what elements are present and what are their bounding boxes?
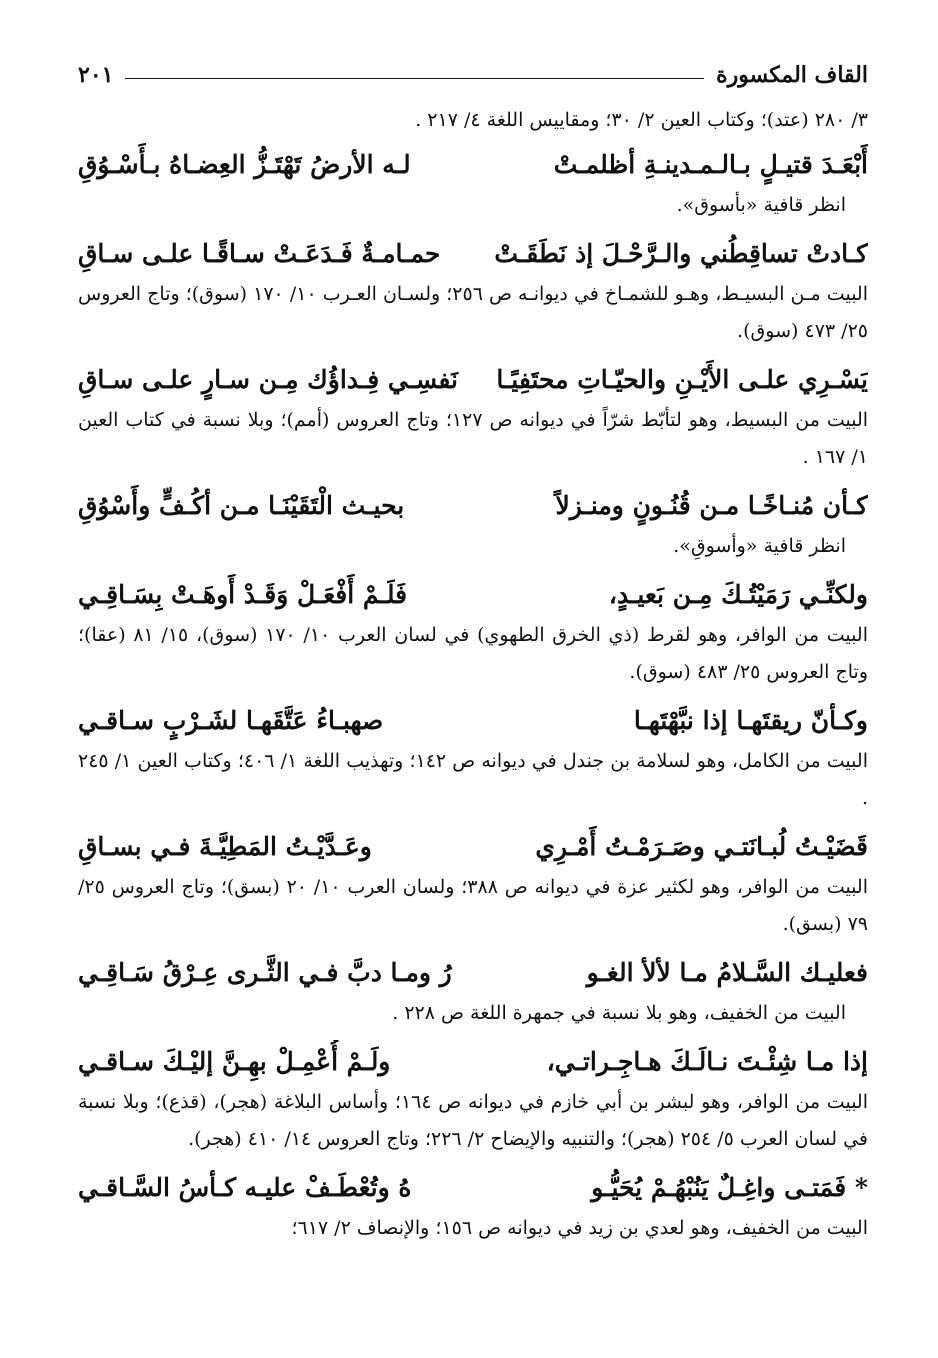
verse-first-hemistich: قَضَيْـتُ لُبـانَتـي وصَـرَمْـتُ أَمْـرِي [535,832,868,861]
page-header [78,52,868,88]
note: البيت من الخفيف، وهو لعدي بن زيد في ديوانه ص ١٥٦؛ والإنصاف ٢/ ٦١٧؛ [291,1217,868,1239]
verse-second-hemistich: نَفسِـي فِـداؤُك مِـن سـارٍ علـى سـاقِ [78,365,458,394]
note: البيت من الوافر، وهو لكثير عزة في ديوانه ص ٣٨٨؛ ولسان العرب ١٠/ ٢٠ (بسق)؛ وتاج العروس ٢٥/ ٧٩ (بسق). [78,876,868,935]
verse-line [78,143,868,187]
note: ٣/ ٢٨٠ (عتد)؛ وكتاب العين ٢/ ٣٠؛ ومقاييس اللغة ٤/ ٢١٧ . [415,109,868,131]
verse-first-hemistich: ولكنِّـي رَمَيْتُـكَ مِـن بَعيـدٍ، [608,580,868,609]
verse-second-hemistich: فَلَـمْ أَفْعَـلْ وَقَـدْ أَوهَـتْ بِسَـاقِـي [78,580,408,609]
verse-line [78,825,868,869]
book-page [78,52,868,1255]
note: البيت من الكامل، وهو لسلامة بن جندل في ديوانه ص ١٤٢؛ وتهذيب اللغة ١/ ٤٠٦؛ وكتاب العين ١/ ٢٤٥ . [78,750,868,809]
verse-line [78,1166,868,1210]
verse-second-hemistich: ولَـمْ أُعْمِـلْ بهِـنَّ إليْـكَ سـاقـي [78,1047,391,1076]
verse-first-hemistich: أَبْعَـدَ قتيـلٍ بـالـمـدينـةِ أظلمـتْ [553,150,868,179]
note: انظر قافية «بأسوق». [676,194,846,216]
note: البيت من البسيط، وهو لتأبّط شرّاً في ديوانه ص ١٢٧؛ وتاج العروس (أمم)؛ وبلا نسبة في كتاب العين ١/ ١٦٧ . [78,409,869,468]
verse-second-hemistich: حمـامـةٌ فَـدَعَـتْ سـاقًـا علـى سـاقِ [78,239,441,268]
verse-second-hemistich: وعَـدَّيْـتُ المَطِيَّـةَ فـي بسـاقِ [78,832,372,861]
running-title: القاف المكسورة [716,62,868,88]
verse-first-hemistich: * فَمَتـى واغِـلٌ يَنُبْهُـمْ يُحَيُّـو [591,1173,868,1202]
verse-line [78,232,868,276]
verse-second-hemistich: هُ وتُعْطَـفْ عليـه كـأسُ السَّـاقـي [78,1173,412,1202]
note: البيت من الوافر، وهو لقرط (ذي الخرق الطهوي) في لسان العرب ١٠/ ١٧٠ (سوق)، ١٥/ ٨١ (عقا)؛ وتاج العروس ٢٥/ ٤٨٣ (سوق). [78,624,868,683]
verse-first-hemistich: إذا مـا شِئْـتَ نـالَـكَ هـاجِـراتـي، [546,1047,868,1076]
verse-first-hemistich: كـادتْ تساقِطُني والـرَّحْـلَ إذ نَطَقَـتْ [494,239,868,268]
verse-first-hemistich: كـأن مُنـاخًـا مـن قُنُـونٍ ومنـزلاً [555,491,868,520]
verse-first-hemistich: فعليـك السَّـلامُ مـا لألأ الغـو [586,958,868,987]
verse-second-hemistich: بحيـث الْتَقَيْنَـا مـن أكُـفٍّ وأَسْوُقِ [78,491,405,520]
page-number: ٢٠١ [78,62,114,88]
note: البيت مـن البسيـط، وهـو للشمـاخ في ديوانـه ص ٢٥٦؛ ولسـان العـرب ١٠/ ١٧٠ (سوق)؛ وتاج العروس ٢٥/ ٤٧٣ (سوق). [78,283,868,342]
note: انظر قافية «وأسوقِ». [673,535,846,557]
verse-second-hemistich: رُ ومـا دبَّ فـي الثَّـرى عِـرْقُ سَـاقِـي [78,958,452,987]
verse-line [78,358,868,402]
verse-first-hemistich: يَسْـرِي علـى الأَيْـنِ والحيّـاتِ محتَفِيًـا [496,365,868,394]
note: البيت من الخفيف، وهو بلا نسبة في جمهرة اللغة ص ٢٢٨ . [392,1002,846,1024]
verse-line [78,484,868,528]
verse-second-hemistich: صهبـاءُ عَتَّقَهـا لشَـرْبٍ سـاقـي [78,706,384,735]
verse-line [78,699,868,743]
note: البيت من الوافر، وهو لبشر بن أبي خازم في ديوانه ص ١٦٤؛ وأساس البلاغة (هجر)، (قذع)؛ وبلا نسبة في لسان العرب ٥/ ٢٥٤ (هجر)؛ والتنبيه والإيضاح ٢/ ٢٢٦؛ وتاج العروس ١٤/ ٤١٠ (هجر). [78,1091,868,1150]
verse-line [78,1040,868,1084]
verse-first-hemistich: وكـأنّ ريقتَهـا إذا نبَّهْتَهـا [633,706,868,735]
verse-line [78,951,868,995]
verse-second-hemistich: لـه الأرضُ تَهْتَـزُّ العِضـاهُ بـأَسْـوُقِ [78,150,411,179]
verse-line [78,573,868,617]
header-rule [125,78,704,79]
